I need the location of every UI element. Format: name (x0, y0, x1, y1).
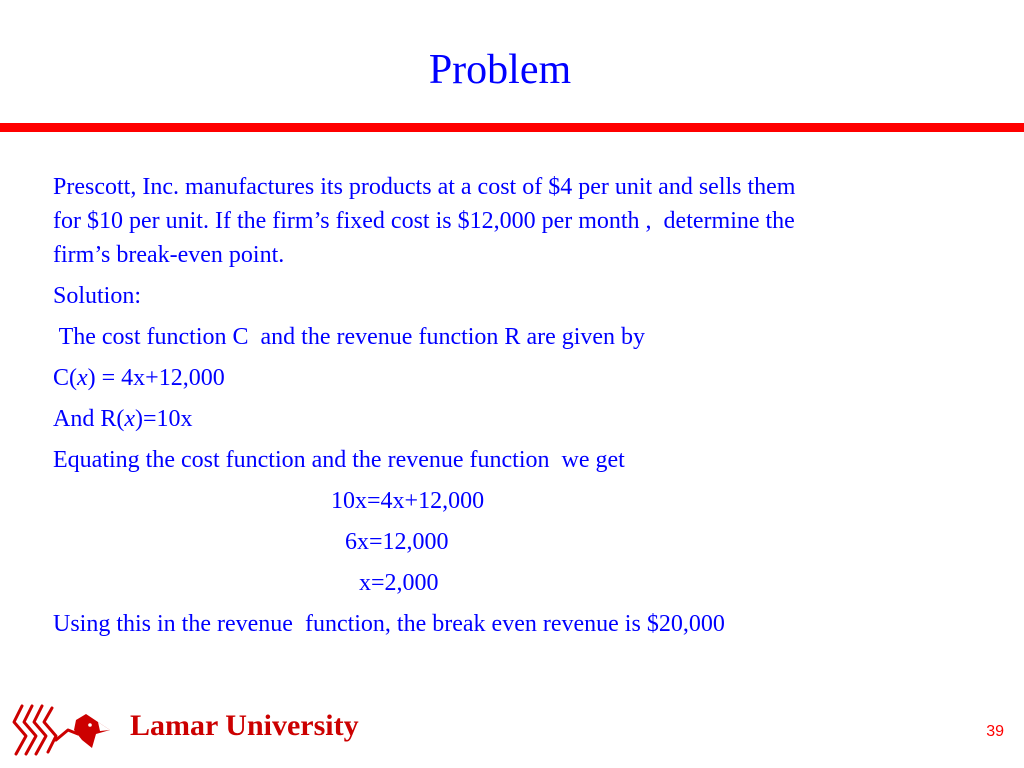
equating-text: Equating the cost function and the revenue function we get (53, 447, 625, 473)
university-name: Lamar University (130, 709, 359, 742)
revenue-function-prefix: And R( (53, 406, 125, 432)
cost-function-suffix: ) = 4x+12,000 (87, 365, 225, 391)
conclusion-text: Using this in the revenue function, the break even revenue is $20,000 (53, 611, 725, 637)
slide-body (53, 170, 953, 648)
solution-label: Solution: (53, 283, 142, 309)
cardinal-logo-icon (12, 700, 112, 764)
problem-statement (53, 170, 953, 272)
title-divider (0, 123, 1024, 132)
revenue-function-variable: x (124, 406, 135, 432)
revenue-function (53, 402, 953, 436)
revenue-function-suffix: )=10x (135, 406, 193, 432)
equation-3: x=2,000 (359, 570, 439, 596)
page-number: 39 (986, 723, 1004, 740)
equation-1: 10x=4x+12,000 (331, 488, 485, 514)
problem-line-3: firm’s break-even point. (53, 242, 285, 268)
equation-2: 6x=12,000 (345, 529, 449, 555)
cost-revenue-intro: The cost function C and the revenue function R are given by (53, 324, 646, 350)
cost-function-prefix: C( (53, 365, 77, 391)
slide-title: Problem (428, 47, 572, 93)
cost-function (53, 361, 953, 395)
problem-line-1: Prescott, Inc. manufactures its products at a cost of $4 per unit and sells them (53, 174, 796, 200)
cost-function-variable: x (77, 365, 88, 391)
problem-line-2: for $10 per unit. If the firm’s fixed cost is $12,000 per month , determine the (53, 208, 795, 234)
